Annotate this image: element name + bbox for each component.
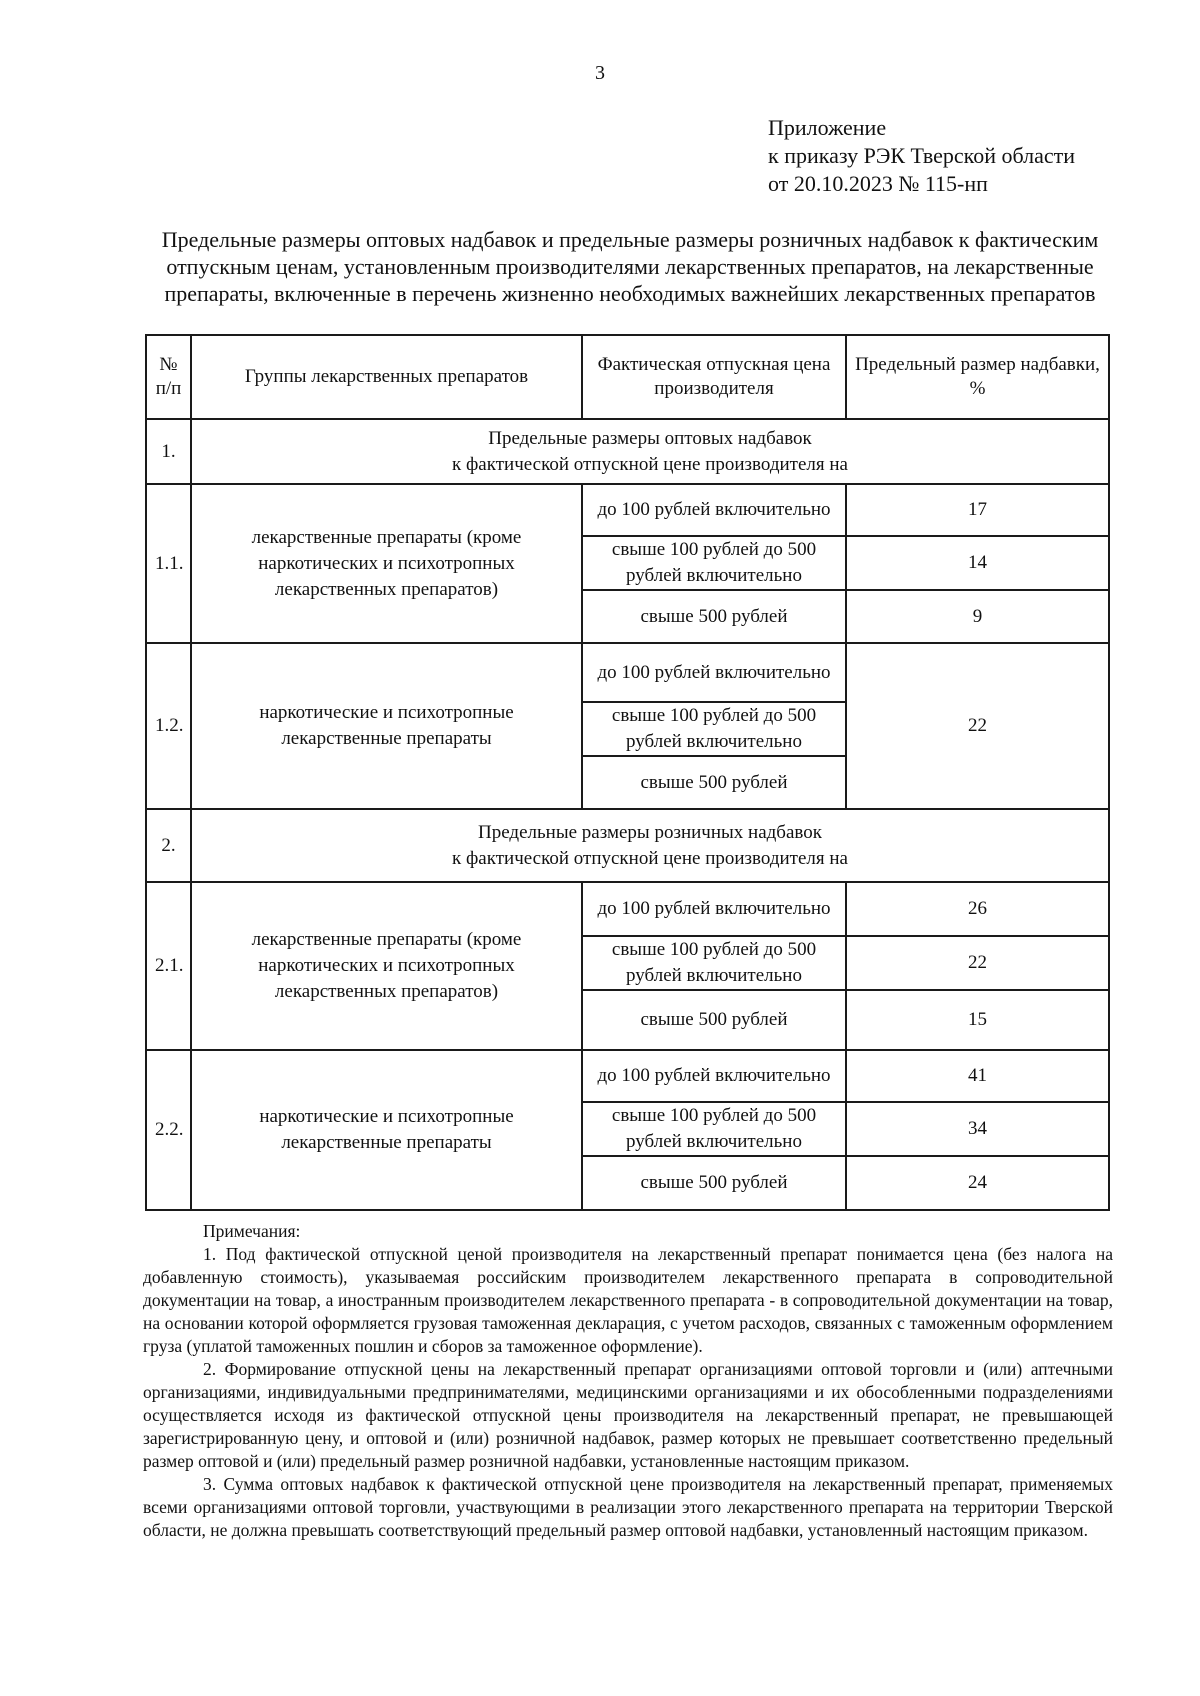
appendix-line: от 20.10.2023 № 115-нп bbox=[768, 171, 988, 196]
appendix-line: Приложение bbox=[768, 115, 887, 140]
page-number: 3 bbox=[595, 62, 605, 84]
price-cell: свыше 500 рублей bbox=[582, 590, 846, 643]
price-cell: свыше 500 рублей bbox=[582, 1156, 846, 1210]
markup-cell: 9 bbox=[846, 590, 1109, 643]
note-item: 2. Формирование отпускной цены на лекарственный препарат организациями оптовой торговли и (или) аптечными организациями, индивидуальными предпринимателями, медицинскими организациями и их обособленными подразделениями осуществляется исходя из фактической отпускной цены производителя на лекарственный препарат, не превышающей зарегистрированную цену, и оптовой и (или) розничной надбавок, размер которых не превышает соответственно предельный размер оптовой и (или) предельный размер розничной надбавки, установленные настоящим приказом. bbox=[143, 1359, 1113, 1471]
markup-cell: 41 bbox=[846, 1050, 1109, 1102]
section-title-line: к фактической отпускной цене производителя на bbox=[452, 453, 848, 475]
section-title bbox=[191, 809, 1109, 882]
header-group: Группы лекарственных препаратов bbox=[191, 335, 582, 419]
markup-cell: 15 bbox=[846, 990, 1109, 1050]
table-row bbox=[146, 1050, 1109, 1102]
section-title bbox=[191, 419, 1109, 484]
price-cell: свыше 100 рублей до 500 рублей включительно bbox=[582, 702, 846, 756]
markup-cell: 22 bbox=[846, 643, 1109, 809]
note-item: 3. Сумма оптовых надбавок к фактической отпускной цене производителя на лекарственный препарат, применяемых всеми организациями оптовой торговли, участвующими в реализации этого лекарственного препарата на территории Тверской области, не должна превышать соответствующий предельный размер оптовой надбавки, установленный настоящим приказом. bbox=[143, 1474, 1113, 1540]
group-num: 2.2. bbox=[146, 1050, 191, 1210]
markup-cell: 17 bbox=[846, 484, 1109, 536]
table-row bbox=[146, 484, 1109, 536]
price-cell: свыше 100 рублей до 500 рублей включительно bbox=[582, 936, 846, 990]
table-row bbox=[146, 643, 1109, 702]
markup-cell: 34 bbox=[846, 1102, 1109, 1156]
price-cell: свыше 100 рублей до 500 рублей включительно bbox=[582, 536, 846, 590]
header-markup: Предельный размер надбавки, % bbox=[846, 335, 1109, 419]
document-title: Предельные размеры оптовых надбавок и предельные размеры розничных надбавок к фактическим отпускным ценам, установленным производителями лекарственных препаратов, на лекарственные препараты, включенные в перечень жизненно необходимых важнейших лекарственных препаратов bbox=[161, 227, 1099, 306]
notes-title: Примечания: bbox=[203, 1221, 301, 1241]
price-cell: свыше 100 рублей до 500 рублей включительно bbox=[582, 1102, 846, 1156]
notes bbox=[143, 1220, 1113, 1542]
markup-cell: 14 bbox=[846, 536, 1109, 590]
price-cell: свыше 500 рублей bbox=[582, 990, 846, 1050]
group-name: наркотические и психотропные лекарственные препараты bbox=[191, 1050, 582, 1210]
appendix-line: к приказу РЭК Тверской области bbox=[768, 143, 1076, 168]
section-title-line: к фактической отпускной цене производителя на bbox=[452, 847, 848, 869]
table-row bbox=[146, 882, 1109, 936]
section-title-line: Предельные размеры розничных надбавок bbox=[478, 821, 822, 843]
section-num: 1. bbox=[146, 419, 191, 484]
group-name: наркотические и психотропные лекарственные препараты bbox=[191, 643, 582, 809]
section-num: 2. bbox=[146, 809, 191, 882]
price-cell: до 100 рублей включительно bbox=[582, 1050, 846, 1102]
note-item: 1. Под фактической отпускной ценой производителя на лекарственный препарат понимается цена (без налога на добавленную стоимость), указываемая российским производителем лекарственного препарата в сопроводительной документации на товар, а иностранным производителем лекарственного препарата - в сопроводительной документации на товар, на основании которой оформляется грузовая таможенная декларация, с учетом расходов, связанных с таможенным оформлением груза (уплатой таможенных пошлин и сборов за таможенное оформление). bbox=[143, 1244, 1113, 1356]
group-name: лекарственные препараты (кроме наркотических и психотропных лекарственных препаратов) bbox=[191, 882, 582, 1050]
price-cell: свыше 500 рублей bbox=[582, 756, 846, 809]
group-name: лекарственные препараты (кроме наркотических и психотропных лекарственных препаратов) bbox=[191, 484, 582, 643]
markup-cell: 26 bbox=[846, 882, 1109, 936]
markup-table bbox=[145, 334, 1110, 1211]
section-title-line: Предельные размеры оптовых надбавок bbox=[488, 427, 812, 449]
price-cell: до 100 рублей включительно bbox=[582, 882, 846, 936]
header-price: Фактическая отпускная цена производителя bbox=[582, 335, 846, 419]
markup-cell: 24 bbox=[846, 1156, 1109, 1210]
price-cell: до 100 рублей включительно bbox=[582, 484, 846, 536]
group-num: 1.1. bbox=[146, 484, 191, 643]
price-cell: до 100 рублей включительно bbox=[582, 643, 846, 702]
group-num: 1.2. bbox=[146, 643, 191, 809]
header-num: № п/п bbox=[146, 335, 191, 419]
markup-cell: 22 bbox=[846, 936, 1109, 990]
appendix-header bbox=[768, 114, 1075, 198]
group-num: 2.1. bbox=[146, 882, 191, 1050]
